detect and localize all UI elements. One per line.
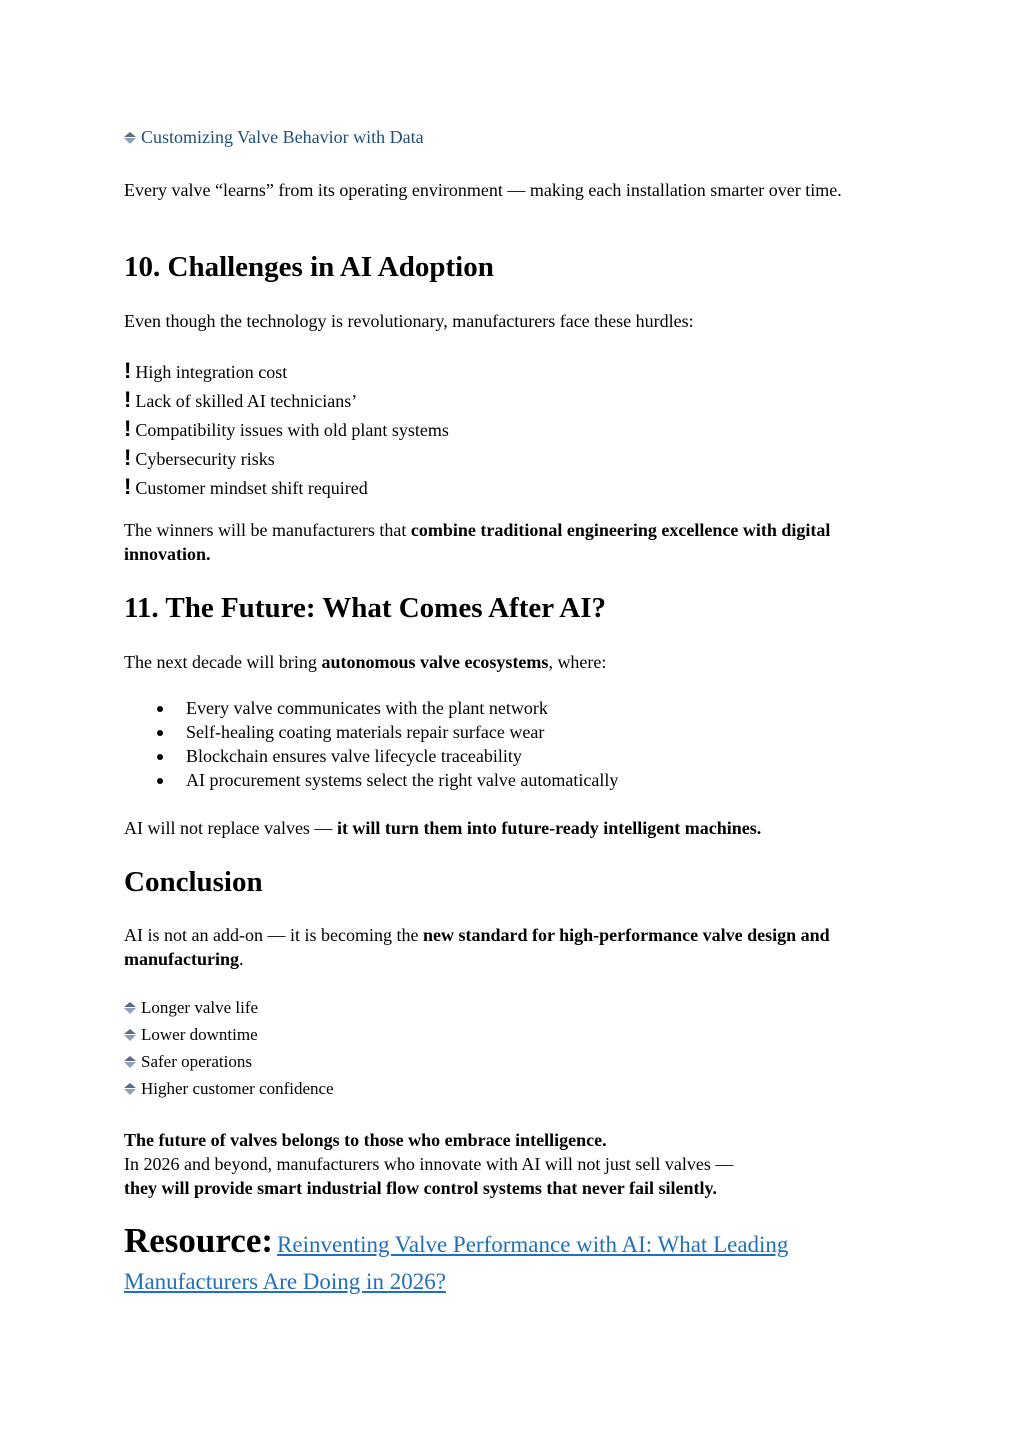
final-bold-line-2: they will provide smart industrial flow control systems that never fail silently. — [124, 1178, 717, 1198]
hurdle-item: ! High integration cost — [124, 358, 288, 383]
section-11-heading: 11. The Future: What Comes After AI? — [124, 592, 606, 624]
resource-label: Resource: — [124, 1221, 274, 1260]
subsection-heading — [124, 127, 424, 148]
benefit-item: Longer valve life — [124, 994, 334, 1021]
section-10-lead: Even though the technology is revolutionary, manufacturers face these hurdles: — [124, 311, 694, 331]
gem-icon — [124, 1002, 136, 1014]
bullet-dot-icon — [157, 730, 163, 736]
hurdle-item: ! Cybersecurity risks — [124, 445, 275, 470]
benefit-item: Lower downtime — [124, 1021, 334, 1048]
hurdle-item: ! Compatibility issues with old plant systems — [124, 416, 449, 441]
exclamation-icon: ! — [124, 474, 132, 499]
final-bold-line-1: The future of valves belongs to those who embrace intelligence. — [124, 1130, 607, 1150]
list-item: Self-healing coating materials repair surface wear — [124, 720, 618, 744]
section-10-heading: 10. Challenges in AI Adoption — [124, 251, 494, 283]
section-11-closing: AI will not replace valves — it will turn them into future-ready intelligent machines. — [124, 818, 762, 838]
subsection-title: Customizing Valve Behavior with Data — [141, 127, 424, 147]
section-11-lead: The next decade will bring autonomous valve ecosystems, where: — [124, 652, 607, 672]
list-item: AI procurement systems select the right valve automatically — [124, 768, 618, 792]
final-plain-line: In 2026 and beyond, manufacturers who innovate with AI will not just sell valves — — [124, 1154, 734, 1174]
gem-icon — [124, 1029, 136, 1041]
list-item: Every valve communicates with the plant network — [124, 696, 618, 720]
benefits-list — [124, 994, 334, 1102]
resource-link[interactable]: Reinventing Valve Performance with AI: What Leading Manufacturers Are Doing in 2026? — [124, 1232, 789, 1294]
hurdles-list — [124, 357, 449, 502]
exclamation-icon: ! — [124, 358, 132, 383]
benefit-item: Safer operations — [124, 1048, 334, 1075]
bullet-dot-icon — [157, 706, 163, 712]
gem-icon — [124, 1083, 136, 1095]
bullet-dot-icon — [157, 754, 163, 760]
final-statement — [124, 1128, 733, 1200]
list-item: Blockchain ensures valve lifecycle traceability — [124, 744, 618, 768]
exclamation-icon: ! — [124, 416, 132, 441]
exclamation-icon: ! — [124, 387, 132, 412]
conclusion-heading: Conclusion — [124, 866, 263, 898]
resource-block — [124, 1221, 914, 1302]
benefit-item: Higher customer confidence — [124, 1075, 334, 1102]
gem-icon — [124, 132, 136, 144]
hurdle-item: ! Lack of skilled AI technicians’ — [124, 387, 358, 412]
conclusion-lead: AI is not an add-on — it is becoming the new standard for high-performance valve design and manufacturing. — [124, 925, 830, 969]
future-bullets — [124, 696, 618, 792]
bullet-dot-icon — [157, 778, 163, 784]
hurdle-item: ! Customer mindset shift required — [124, 474, 368, 499]
intro-paragraph: Every valve “learns” from its operating environment — making each installation smarter over time. — [124, 180, 842, 200]
exclamation-icon: ! — [124, 445, 132, 470]
section-10-closing: The winners will be manufacturers that combine traditional engineering excellence with digital innovation. — [124, 520, 831, 564]
gem-icon — [124, 1056, 136, 1068]
